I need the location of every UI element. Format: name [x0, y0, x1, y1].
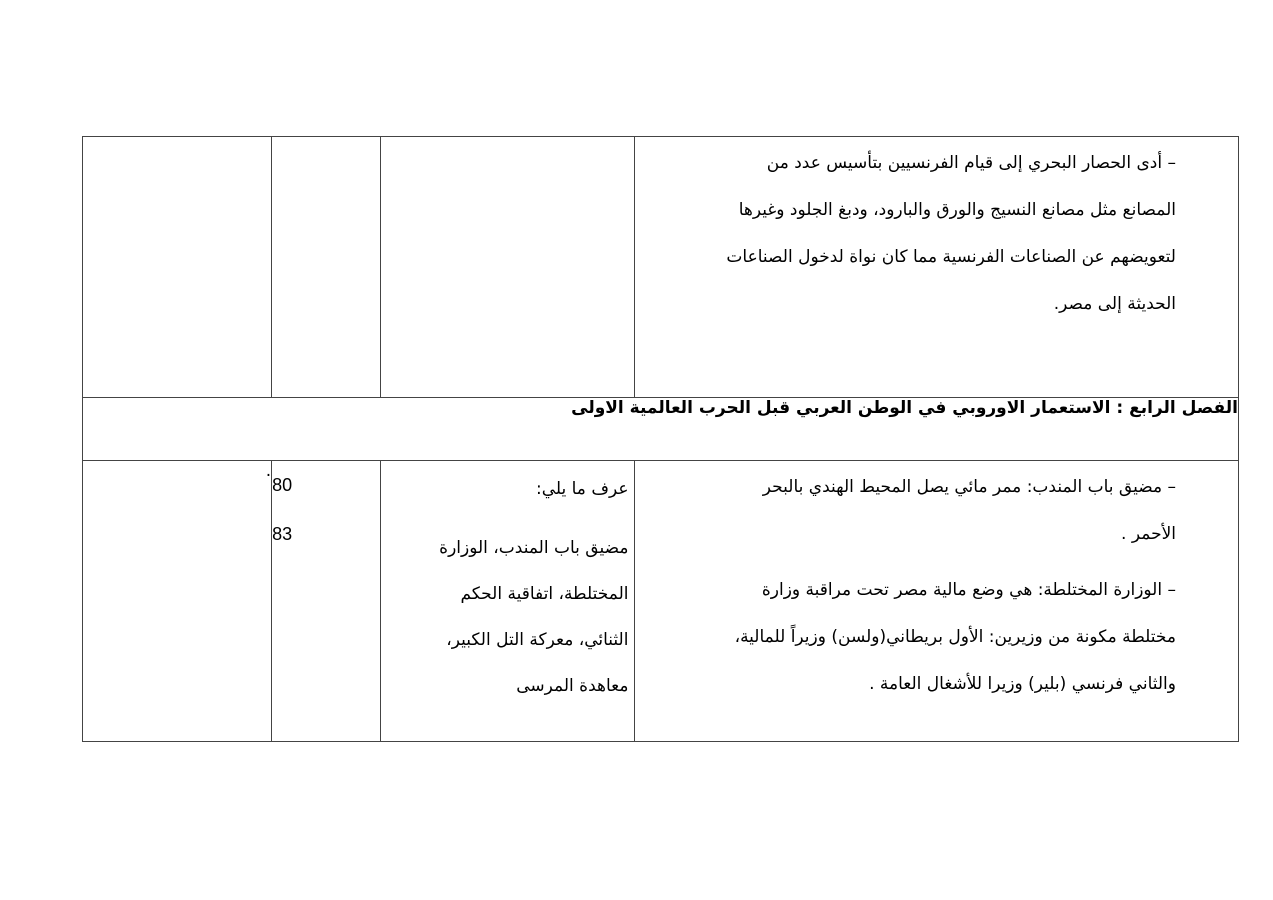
topics-line: معاهدة المرسى	[516, 676, 629, 696]
notes-line: – الوزارة المختلطة: هي وضع مالية مصر تحت مراقبة وزارة	[761, 580, 1176, 600]
table-row	[83, 137, 1239, 398]
topics-line: المختلطة، اتفاقية الحكم	[460, 584, 629, 604]
notes-line: لتعويضهم عن الصناعات الفرنسية مما كان نواة لدخول الصناعات	[726, 247, 1176, 267]
curriculum-table	[82, 136, 1239, 742]
topics-block	[381, 461, 634, 709]
notes-line: مختلطة مكونة من وزيرين: الأول بريطاني(ولسن) وزيراً للمالية،	[734, 627, 1176, 647]
topics-cell	[381, 461, 635, 742]
marker-text: .	[265, 461, 272, 481]
topics-list	[387, 525, 628, 709]
notes-cell	[635, 461, 1239, 742]
marker-cell	[83, 461, 272, 742]
table-row	[83, 461, 1239, 742]
notes-line: – مضيق باب المندب: ممر مائي يصل المحيط الهندي بالبحر	[762, 477, 1176, 497]
notes-line: والثاني فرنسي (بلير) وزيرا للأشغال العامة .	[869, 674, 1176, 694]
notes-paragraph	[635, 137, 1238, 328]
table-row	[83, 398, 1239, 461]
notes-line: الحديثة إلى مصر.	[1053, 294, 1176, 314]
notes-line: المصانع مثل مصانع النسيج والورق والبارود، ودبغ الجلود وغيرها	[738, 200, 1176, 220]
page-number: 80	[272, 475, 293, 495]
notes-paragraph	[635, 461, 1238, 558]
notes-line: الأحمر .	[1121, 524, 1176, 544]
chapter-heading: الفصل الرابع : الاستعمار الاوروبي في الوطن العربي قبل الحرب العالمية الاولى	[83, 398, 1239, 461]
pages-cell	[272, 461, 381, 742]
page-number: 83	[272, 524, 293, 544]
topics-line: مضيق باب المندب، الوزارة	[439, 538, 629, 558]
topics-cell	[381, 137, 635, 398]
notes-paragraph	[635, 564, 1238, 708]
notes-cell	[635, 137, 1239, 398]
notes-line: – أدى الحصار البحري إلى قيام الفرنسيين بتأسيس عدد من	[766, 153, 1176, 173]
topics-line: الثنائي، معركة التل الكبير،	[446, 630, 629, 650]
marker-cell	[83, 137, 272, 398]
pages-cell	[272, 137, 381, 398]
topics-title: عرف ما يلي:	[535, 479, 629, 499]
